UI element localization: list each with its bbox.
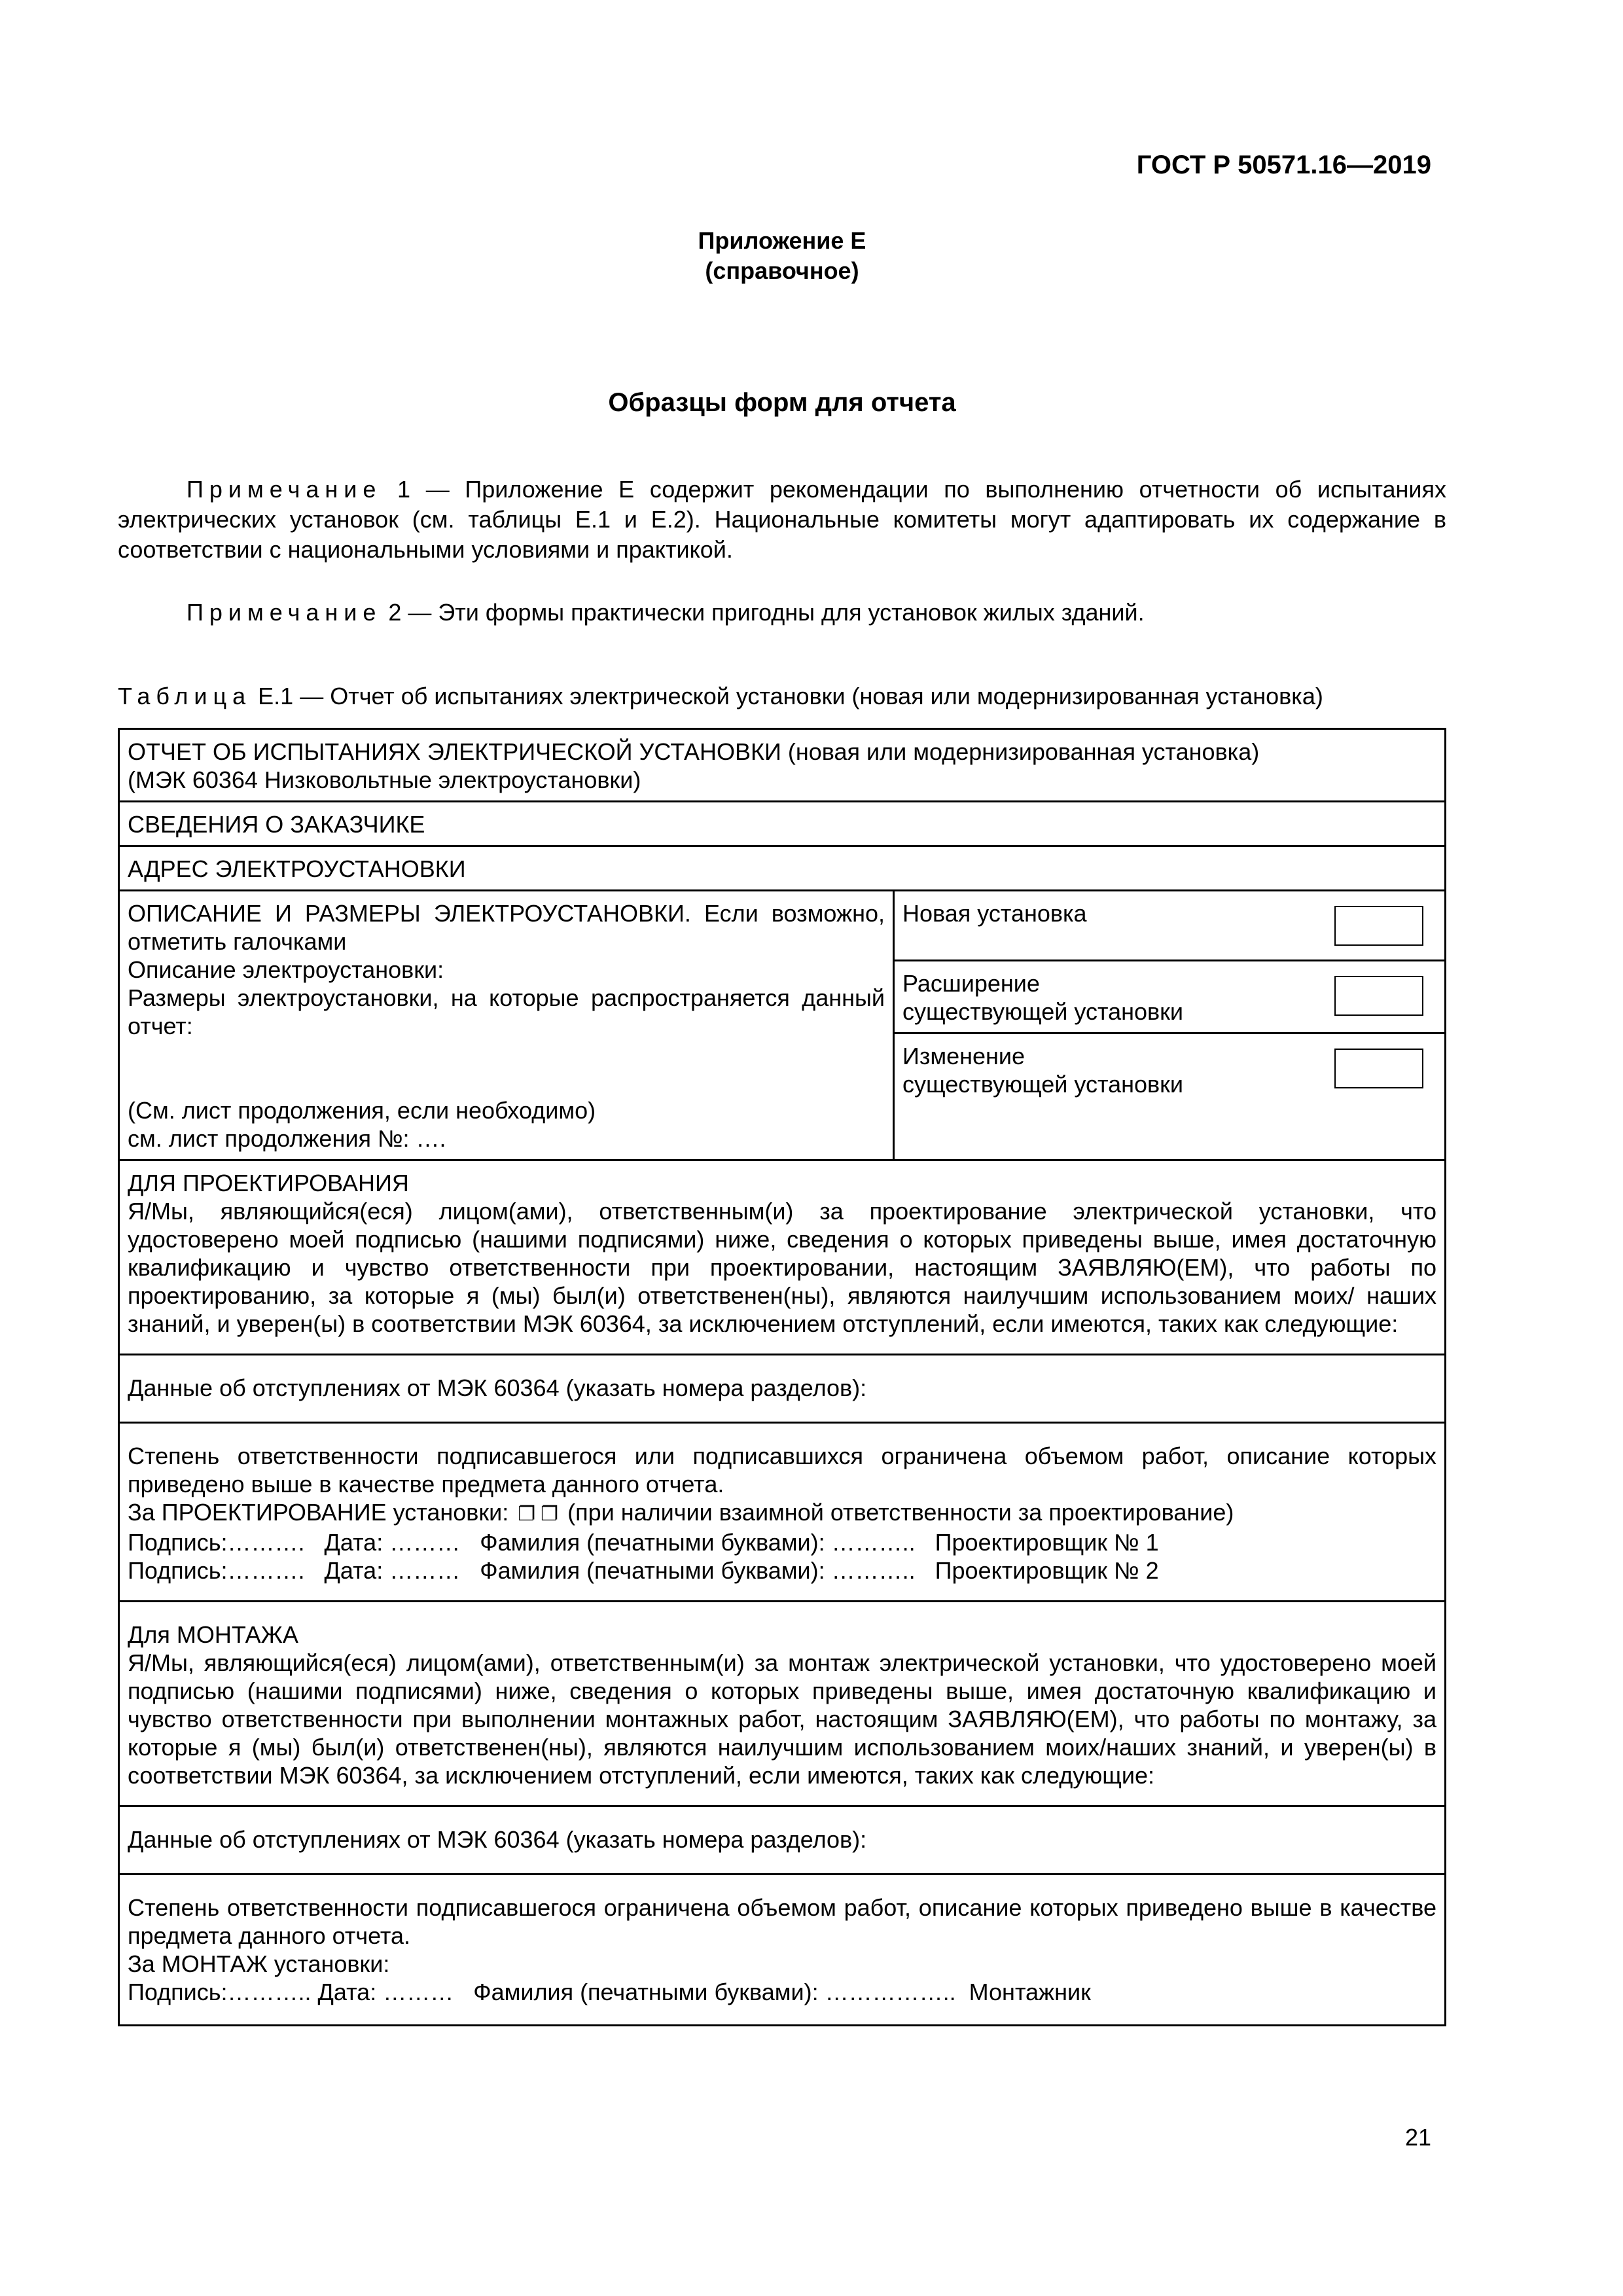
designer-2-signature-line[interactable]: Подпись:………. Дата: ……… Фамилия (печатными буквами): ……….. Проектировщик № 2: [128, 1557, 1159, 1584]
install-signatures-cell: [119, 1874, 1446, 2026]
table-caption: [118, 683, 1323, 710]
installer-signature-line[interactable]: Подпись:……….. Дата: ……… Фамилия (печатными буквами): …………….. Монтажник: [128, 1979, 1091, 2005]
row-install-deviations: [119, 1806, 1446, 1874]
page-number: 21: [1404, 2124, 1431, 2151]
option-extension-checkbox[interactable]: [1334, 976, 1423, 1016]
option-extension-label: [902, 969, 1183, 1026]
install-declaration-cell: [119, 1602, 1446, 1806]
option-new-cell: [894, 891, 1446, 961]
note-1-text: 1 — Приложение Е содержит рекомендации по выполнению отчетности об испытаниях электрических установок (см. таблицы Е.1 и Е.2). Национальные комитеты могут адаптировать их содержание в соответствии с национальными условиями и практикой.: [118, 476, 1446, 563]
option-new: [902, 899, 1436, 946]
continuation-number: см. лист продолжения №: ….: [128, 1125, 446, 1152]
note-2: [118, 598, 1446, 628]
table-caption-label: Таблица: [118, 683, 252, 709]
description-blank: [128, 1040, 885, 1096]
description-label: Описание электроустановки:: [128, 956, 444, 983]
row-install-signatures: [119, 1874, 1446, 2026]
option-modification-checkbox[interactable]: [1334, 1049, 1423, 1088]
design-declaration: Я/Мы, являющийся(еся) лицом(ами), ответственным(и) за проектирование электрической установки, что удостоверено моей подписью (нашими подписями) ниже, сведения о которых приведены выше, имея достаточную квалификацию и чувство ответственности при проектировании, настоящим ЗАЯВЛЯЮ(ЕМ), что работы по проектированию, за которые я (мы) был(и) ответственен(ны), являются наилучшим использованием моих/ наших знаний, и уверен(ы) в соответствии МЭК 60364, за исключением отступлений, если имеются, таких как следующие:: [128, 1198, 1436, 1337]
appendix-label: Приложение Е: [698, 227, 866, 254]
cell-report-title: [119, 729, 1446, 802]
option-new-label: Новая установка: [902, 900, 1087, 927]
note-2-text: 2 — Эти формы практически пригодны для установок жилых зданий.: [382, 599, 1145, 626]
design-signature-lines: [128, 1528, 1436, 1585]
row-address: [119, 846, 1446, 891]
row-new-install: [119, 891, 1446, 961]
page-title: Образцы форм для отчета: [608, 388, 956, 417]
design-for-note: (при наличии взаимной ответственности за проектирование): [567, 1499, 1234, 1526]
row-design-signatures: [119, 1423, 1446, 1602]
option-modification: [902, 1042, 1436, 1098]
option-new-checkbox[interactable]: [1334, 906, 1423, 946]
note-1-label: Примечание: [187, 476, 382, 503]
row-report-title: [119, 729, 1446, 802]
design-liability: Степень ответственности подписавшегося или подписавшихся ограничена объемом работ, описание которых приведено выше в качестве предмета данного отчета.: [128, 1443, 1436, 1498]
install-heading: Для МОНТАЖА: [128, 1621, 298, 1648]
row-install: [119, 1602, 1446, 1806]
row-design: [119, 1160, 1446, 1355]
install-liability: Степень ответственности подписавшегося ограничена объемом работ, описание которых приведено выше в качестве предмета данного отчета.: [128, 1894, 1436, 1949]
appendix-type: (справочное): [705, 257, 859, 284]
appendix-heading: [0, 226, 1564, 286]
design-checkbox-2[interactable]: ❐: [541, 1503, 559, 1525]
design-for-label: За ПРОЕКТИРОВАНИЕ установки:: [128, 1499, 509, 1526]
option-extension-line1: Расширение: [902, 970, 1040, 997]
description-cell: [119, 891, 894, 1160]
row-design-deviations: [119, 1355, 1446, 1423]
design-declaration-cell: [119, 1160, 1446, 1355]
option-extension-cell: [894, 961, 1446, 1033]
document-code: ГОСТ Р 50571.16—2019: [1136, 151, 1431, 179]
note-1: [118, 475, 1446, 565]
option-modification-label: [902, 1042, 1183, 1098]
report-form-table: [118, 728, 1446, 2026]
install-signature-lines: [128, 1978, 1436, 2006]
option-modification-line1: Изменение: [902, 1043, 1026, 1069]
option-modification-line2: существующей установки: [902, 1071, 1183, 1098]
size-label: Размеры электроустановки, на которые распространяется данный отчет:: [128, 984, 885, 1039]
install-declaration: Я/Мы, являющийся(еся) лицом(ами), ответственным(и) за монтаж электрической установки, что удостоверено моей подписью (нашими подписями) ниже, сведения о которых приведены выше, имея достаточную квалификацию и чувство ответственности при выполнении монтажных работ, настоящим ЗАЯВЛЯЮ(ЕМ), что работы по монтажу, за которые я (мы) был(и) ответственен(ны), являются наилучшим использованием моих/наших знаний, и уверен(ы) в соответствии МЭК 60364, за исключением отступлений, если имеются, таких как следующие:: [128, 1649, 1436, 1789]
continuation-note: (См. лист продолжения, если необходимо): [128, 1097, 596, 1124]
designer-1-signature-line[interactable]: Подпись:………. Дата: ……… Фамилия (печатными буквами): ……….. Проектировщик № 1: [128, 1529, 1159, 1556]
table-caption-text: Е.1 — Отчет об испытаниях электрической установки (новая или модернизированная установка): [251, 683, 1323, 709]
option-extension-line2: существующей установки: [902, 998, 1183, 1025]
row-customer: [119, 802, 1446, 846]
report-subtitle: (МЭК 60364 Низковольтные электроустановки): [128, 766, 641, 793]
install-for-label: За МОНТАЖ установки:: [128, 1950, 390, 1977]
note-2-label: Примечание: [187, 599, 382, 626]
design-for-line: [128, 1498, 1436, 1528]
report-title: ОТЧЕТ ОБ ИСПЫТАНИЯХ ЭЛЕКТРИЧЕСКОЙ УСТАНОВКИ (новая или модернизированная установка): [128, 738, 1260, 765]
design-deviations-field[interactable]: Данные об отступлениях от МЭК 60364 (указать номера разделов):: [119, 1355, 1446, 1423]
design-checkbox-1[interactable]: ❐: [518, 1503, 536, 1525]
customer-field[interactable]: СВЕДЕНИЯ О ЗАКАЗЧИКЕ: [119, 802, 1446, 846]
option-extension: [902, 969, 1436, 1026]
description-heading: ОПИСАНИЕ И РАЗМЕРЫ ЭЛЕКТРОУСТАНОВКИ. Если возможно, отметить галочками: [128, 900, 885, 955]
install-deviations-field[interactable]: Данные об отступлениях от МЭК 60364 (указать номера разделов):: [119, 1806, 1446, 1874]
address-field[interactable]: АДРЕС ЭЛЕКТРОУСТАНОВКИ: [119, 846, 1446, 891]
design-signatures-cell: [119, 1423, 1446, 1602]
design-heading: ДЛЯ ПРОЕКТИРОВАНИЯ: [128, 1170, 409, 1196]
option-modification-cell: [894, 1033, 1446, 1160]
